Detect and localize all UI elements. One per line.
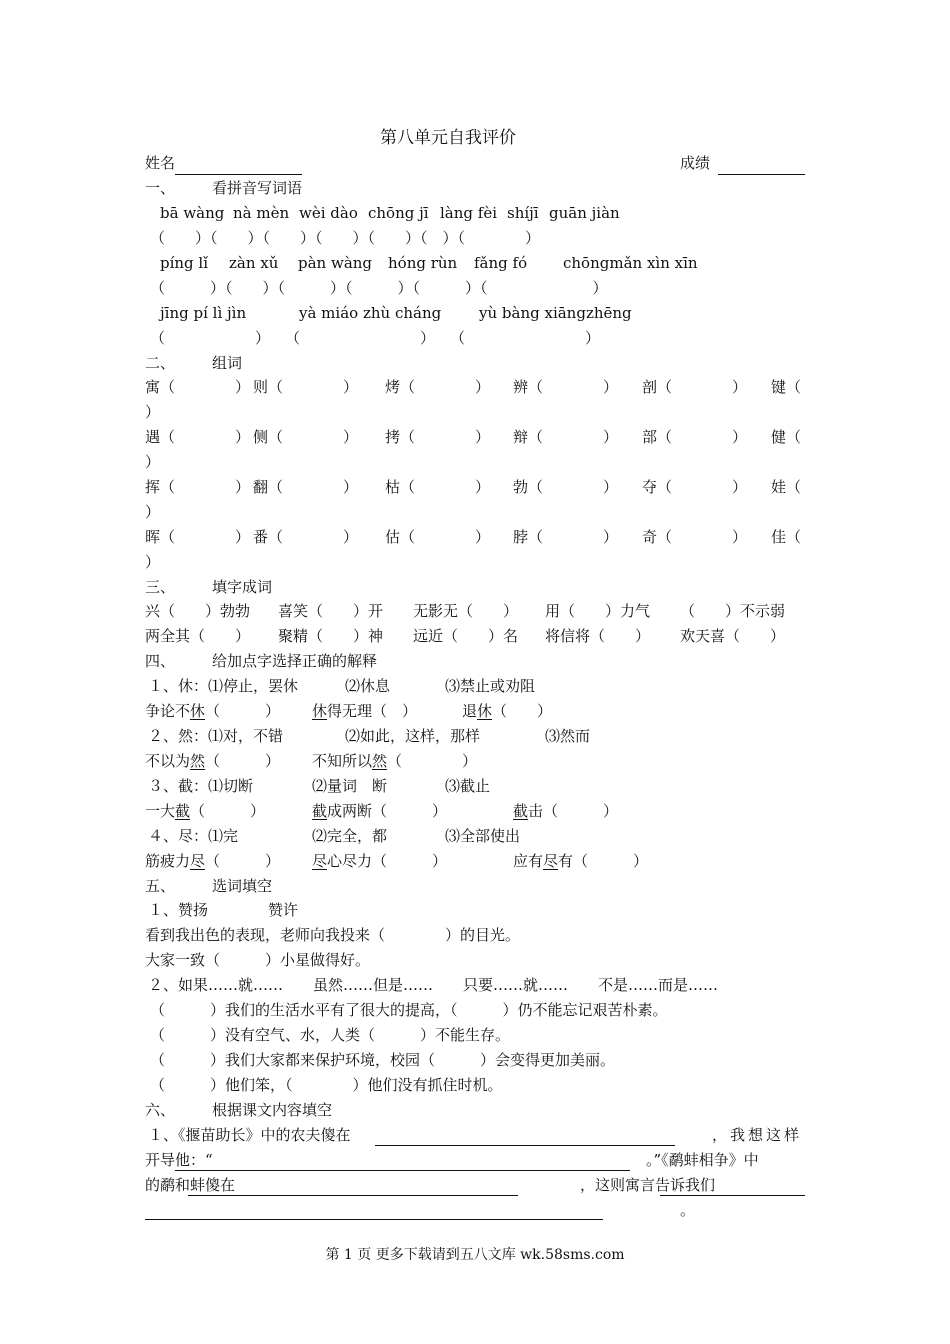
group-word-item[interactable]: 番（ ）	[253, 528, 359, 546]
fill-sentence[interactable]: 大家一致（ ）小星做得好。	[145, 951, 371, 969]
answer-line[interactable]	[660, 1195, 805, 1196]
page-footer: 第 1 页 更多下载请到五八文库 wk.58sms.com	[325, 1247, 625, 1263]
group-word-item[interactable]: 佳（	[771, 528, 802, 546]
pinyin-item: hóng rùn	[388, 254, 458, 272]
fill-idiom[interactable]: 喜笑（ ）开	[278, 602, 384, 620]
section2-heading: 组词	[212, 354, 243, 372]
word-choices: ２、如果……就…… 虽然……但是…… 只要……就…… 不是……而是……	[148, 976, 719, 994]
section3-heading: 填字成词	[212, 578, 273, 596]
dotted-char: 截	[312, 802, 328, 820]
group-word-item[interactable]: 娃（	[771, 478, 802, 496]
wrapped-bracket: ）	[145, 553, 161, 571]
fill-idiom[interactable]: 远近（ ）名	[413, 627, 519, 645]
score-blank[interactable]	[718, 174, 805, 175]
base-char: 枯	[385, 478, 401, 496]
dotted-char: 休	[477, 702, 493, 720]
base-char: 夺	[642, 478, 658, 496]
base-char: 估	[385, 528, 401, 546]
pinyin-item: pàn wàng	[298, 254, 373, 272]
base-char: 番	[253, 528, 269, 546]
base-char: 寓	[145, 378, 161, 396]
section1-number: 一、	[145, 179, 176, 197]
dotted-char: 休	[190, 702, 206, 720]
meaning-option: ⑶截止	[445, 777, 491, 795]
word-item[interactable]: 一大截（ ）	[145, 802, 266, 820]
group-word-item[interactable]: 奇（ ）	[642, 528, 748, 546]
word-item[interactable]: 休得无理（ ）	[312, 702, 418, 720]
pinyin-item: bā wàng	[160, 204, 225, 222]
score-label: 成绩	[680, 154, 711, 172]
pinyin-item: chōng jī	[368, 204, 429, 222]
word-choices: １、赞扬 赞许	[148, 901, 299, 919]
fill-sentence[interactable]: （ ）没有空气、水，人类（ ）不能生存。	[150, 1026, 511, 1044]
dotted-char: 截	[175, 802, 191, 820]
fill-idiom[interactable]: 无影无（ ）	[413, 602, 519, 620]
passage-text: １、《揠苗助长》中的农夫傻在	[148, 1126, 351, 1144]
base-char: 辩	[513, 428, 529, 446]
fill-idiom[interactable]: 将信将（ ）	[545, 627, 651, 645]
passage-text: 。	[680, 1201, 696, 1219]
group-word-item[interactable]: 估（ ）	[385, 528, 491, 546]
base-char: 侧	[253, 428, 269, 446]
dotted-char: 尽	[543, 852, 559, 870]
group-word-item[interactable]: 挥（ ）	[145, 478, 251, 496]
answer-line[interactable]	[375, 1145, 675, 1146]
word-item[interactable]: 截击（ ）	[513, 802, 619, 820]
base-char: 辨	[513, 378, 529, 396]
pinyin-item: nà mèn	[233, 204, 290, 222]
pinyin-item: chōngmǎn xìn xīn	[563, 254, 698, 272]
base-char: 奇	[642, 528, 658, 546]
group-word-item[interactable]: 遇（ ）	[145, 428, 251, 446]
base-char: 烤	[385, 378, 401, 396]
word-item[interactable]: 不以为然（ ）	[145, 752, 281, 770]
question-stem: ２、然：⑴对，不错	[148, 727, 284, 745]
base-char: 翻	[253, 478, 269, 496]
wrapped-bracket: ）	[145, 403, 161, 421]
answer-line[interactable]	[188, 1195, 518, 1196]
pinyin-item: yù bàng xiāngzhēng	[479, 304, 632, 322]
group-word-item[interactable]: 寓（ ）	[145, 378, 251, 396]
group-word-item[interactable]: 烤（ ）	[385, 378, 491, 396]
pinyin-item: wèi dào	[299, 204, 358, 222]
fill-idiom[interactable]: 两全其（ ）	[145, 627, 251, 645]
group-word-item[interactable]: 夺（ ）	[642, 478, 748, 496]
section2-number: 二、	[145, 354, 176, 372]
word-item[interactable]: 筋疲力尽（ ）	[145, 852, 281, 870]
dotted-char: 然	[372, 752, 388, 770]
pinyin-item: zàn xǔ	[229, 254, 279, 272]
pinyin-item: yà miáo zhù cháng	[299, 304, 442, 322]
word-item[interactable]: 不知所以然（ ）	[312, 752, 478, 770]
pinyin-item: làng fèi	[440, 204, 497, 222]
meaning-option: ⑵完全，都	[312, 827, 388, 845]
section3-number: 三、	[145, 578, 176, 596]
section5-number: 五、	[145, 877, 176, 895]
answer-brackets[interactable]: （ ）（ ）（ ）（ ）（ ）（ ）	[150, 279, 608, 297]
meaning-option: ⑶全部使出	[445, 827, 521, 845]
section5-heading: 选词填空	[212, 877, 273, 895]
question-stem: １、休：⑴停止，罢休	[148, 677, 299, 695]
fill-sentence[interactable]: 看到我出色的表现，老师向我投来（ ）的目光。	[145, 926, 521, 944]
group-word-item[interactable]: 翻（ ）	[253, 478, 359, 496]
page-title: 第八单元自我评价	[380, 128, 516, 148]
group-word-item[interactable]: 脖（ ）	[513, 528, 619, 546]
section6-heading: 根据课文内容填空	[212, 1101, 333, 1119]
answer-brackets[interactable]: （ ） （ ） （ ）	[150, 329, 601, 347]
dotted-char: 尽	[312, 852, 328, 870]
answer-line[interactable]	[145, 1219, 603, 1220]
wrapped-bracket: ）	[145, 503, 161, 521]
group-word-item[interactable]: 侧（ ）	[253, 428, 359, 446]
base-char: 遇	[145, 428, 161, 446]
fill-sentence[interactable]: （ ）我们大家都来保护环境，校园（ ）会变得更加美丽。	[150, 1051, 616, 1069]
word-item[interactable]: 应有尽有（ ）	[513, 852, 649, 870]
base-char: 勃	[513, 478, 529, 496]
group-word-item[interactable]: 剖（ ）	[642, 378, 748, 396]
pinyin-item: guān jiàn	[549, 204, 620, 222]
group-word-item[interactable]: 则（ ）	[253, 378, 359, 396]
base-char: 晖	[145, 528, 161, 546]
base-char: 挥	[145, 478, 161, 496]
meaning-option: ⑶然而	[545, 727, 591, 745]
dotted-char: 休	[312, 702, 328, 720]
dotted-char: 尽	[190, 852, 206, 870]
pinyin-item: fǎng fó	[474, 254, 528, 272]
dotted-char: 然	[190, 752, 206, 770]
base-char: 脖	[513, 528, 529, 546]
passage-text: ，这则寓言告诉我们	[580, 1176, 716, 1194]
section4-number: 四、	[145, 652, 176, 670]
base-char: 则	[253, 378, 269, 396]
dotted-char: 截	[513, 802, 529, 820]
answer-brackets[interactable]: （ ）（ ）（ ）（ ）（ ）（ ）（ ）	[150, 229, 541, 247]
word-item[interactable]: 退休（ ）	[462, 702, 553, 720]
question-stem: ３、截：⑴切断	[148, 777, 254, 795]
group-word-item[interactable]: 拷（ ）	[385, 428, 491, 446]
base-char: 佳	[771, 528, 787, 546]
group-word-item[interactable]: 辩（ ）	[513, 428, 619, 446]
base-char: 剖	[642, 378, 658, 396]
section4-heading: 给加点字选择正确的解释	[212, 652, 378, 670]
word-item[interactable]: 尽心尽力（ ）	[312, 852, 448, 870]
fill-sentence[interactable]: （ ）他们笨，（ ）他们没有抓住时机。	[150, 1076, 503, 1094]
meaning-option: ⑵量词 断	[312, 777, 388, 795]
group-word-item[interactable]: 勃（ ）	[513, 478, 619, 496]
fill-idiom[interactable]: 欢天喜（ ）	[680, 627, 786, 645]
word-item[interactable]: 争论不休（ ）	[145, 702, 281, 720]
pinyin-item: shíjī	[507, 204, 539, 222]
passage-text: 。”《鹬蚌相争》中	[646, 1151, 759, 1169]
section6-number: 六、	[145, 1101, 176, 1119]
pinyin-item: jīng pí lì jìn	[160, 304, 247, 322]
pinyin-item: píng lǐ	[160, 254, 209, 272]
name-label: 姓名	[145, 154, 176, 172]
passage-text: 开导他：“	[145, 1151, 213, 1169]
group-word-item[interactable]: 键（	[771, 378, 802, 396]
group-word-item[interactable]: 晖（ ）	[145, 528, 251, 546]
fill-idiom[interactable]: 聚精（ ）神	[278, 627, 384, 645]
group-word-item[interactable]: 健（	[771, 428, 802, 446]
group-word-item[interactable]: 枯（ ）	[385, 478, 491, 496]
wrapped-bracket: ）	[145, 453, 161, 471]
word-item[interactable]: 截成两断（ ）	[312, 802, 448, 820]
name-blank[interactable]	[175, 174, 302, 175]
passage-text: 的鹬和蚌傻在	[145, 1176, 236, 1194]
group-word-item[interactable]: 辨（ ）	[513, 378, 619, 396]
question-stem: ４、尽：⑴完	[148, 827, 239, 845]
base-char: 键	[771, 378, 787, 396]
base-char: 部	[642, 428, 658, 446]
meaning-option: ⑵休息	[345, 677, 391, 695]
base-char: 拷	[385, 428, 401, 446]
fill-idiom[interactable]: （ ）不示弱	[680, 602, 786, 620]
fill-sentence[interactable]: （ ）我们的生活水平有了很大的提高，（ ）仍不能忘记艰苦朴素。	[150, 1001, 668, 1019]
base-char: 健	[771, 428, 787, 446]
section1-heading: 看拼音写词语	[212, 179, 303, 197]
fill-idiom[interactable]: 用（ ）力气	[545, 602, 651, 620]
meaning-option: ⑵如此，这样，那样	[345, 727, 481, 745]
meaning-option: ⑶禁止或劝阻	[445, 677, 536, 695]
fill-idiom[interactable]: 兴（ ）勃勃	[145, 602, 251, 620]
answer-line[interactable]	[175, 1170, 630, 1171]
group-word-item[interactable]: 部（ ）	[642, 428, 748, 446]
base-char: 娃	[771, 478, 787, 496]
passage-text: ，我想这样	[712, 1126, 803, 1144]
